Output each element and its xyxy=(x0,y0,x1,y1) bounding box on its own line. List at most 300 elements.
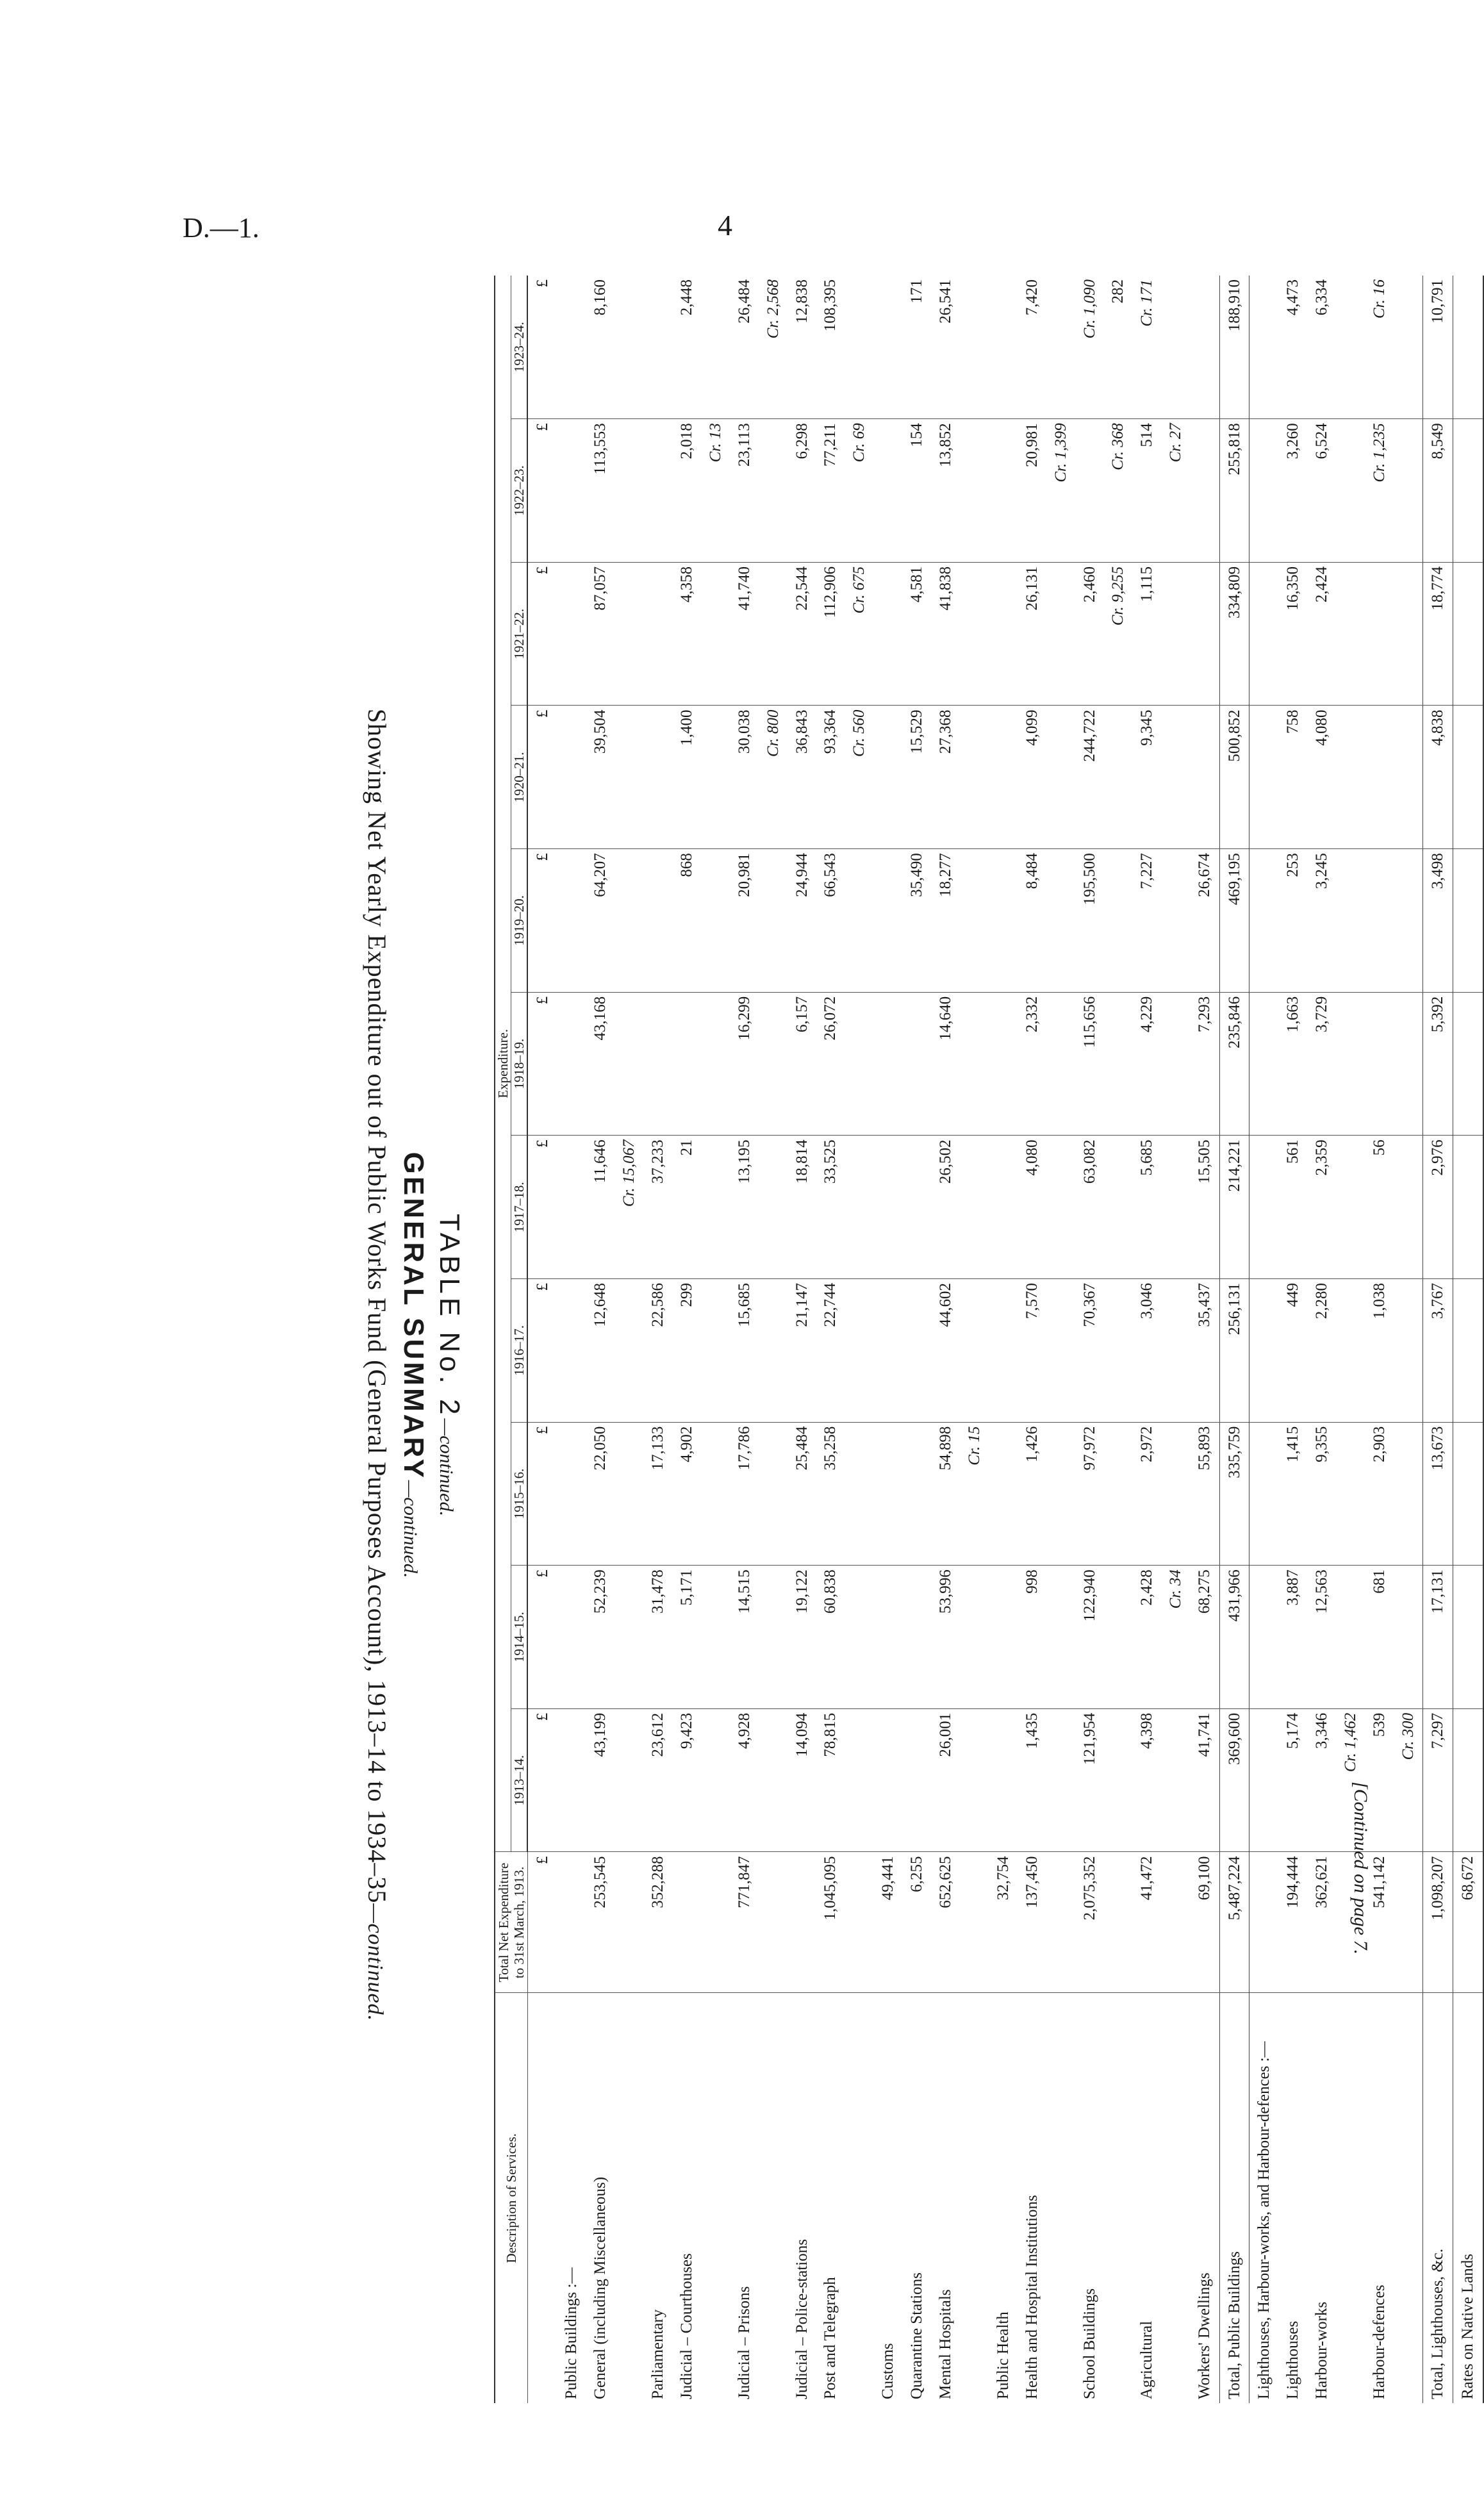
table-cell xyxy=(1104,1279,1133,1423)
row-label xyxy=(1104,1993,1133,2403)
table-cell: Cr. 675 xyxy=(845,562,874,706)
table-cell xyxy=(874,1566,903,1709)
table-cell: 352,288 xyxy=(644,1852,673,1993)
table-cell: 31,478 xyxy=(644,1566,673,1709)
table-cell: 758 xyxy=(1279,706,1308,849)
table-cell: 14,515 xyxy=(730,1566,759,1709)
table-cell xyxy=(1104,706,1133,849)
table-row xyxy=(989,276,1018,2403)
table-cell xyxy=(557,562,586,706)
table-cell xyxy=(557,1422,586,1566)
table-cell xyxy=(1394,1279,1423,1423)
table-cell: 6,524 xyxy=(1308,419,1337,563)
table-cell: 13,673 xyxy=(1423,1422,1453,1566)
table-cell: 4,473 xyxy=(1279,276,1308,419)
table-cell xyxy=(903,1422,932,1566)
table-row xyxy=(1046,276,1075,2403)
table-cell: 2,332 xyxy=(1018,992,1046,1136)
table-cell xyxy=(701,849,730,993)
table-cell: Cr. 34 xyxy=(1162,1566,1191,1709)
row-label: Judicial – Police-stations xyxy=(793,2239,811,2399)
table-row xyxy=(644,276,673,2403)
currency-symbol: £ xyxy=(527,849,557,993)
table-cell: 55,893 xyxy=(1191,1422,1220,1566)
table-cell xyxy=(1453,1708,1484,1852)
table-cell: 2,448 xyxy=(672,276,701,419)
table-cell: 36,843 xyxy=(787,706,816,849)
table-cell: 2,018 xyxy=(672,419,701,563)
row-label xyxy=(615,1993,644,2403)
table-cell: 30,038 xyxy=(730,706,759,849)
table-cell: 60,838 xyxy=(816,1566,845,1709)
table-cell: Cr. 16 xyxy=(1365,276,1394,419)
table-cell xyxy=(701,1708,730,1852)
row-label: Harbour-works xyxy=(1313,2301,1331,2399)
table-cell xyxy=(615,849,644,993)
table-cell: 2,976 xyxy=(1423,1136,1453,1279)
table-cell xyxy=(644,706,673,849)
year-header: 1920–21. xyxy=(511,706,528,849)
row-label: Agricultural xyxy=(1138,2320,1156,2399)
table-cell: 9,345 xyxy=(1133,706,1162,849)
table-cell: 11,646 xyxy=(586,1136,615,1279)
table-cell xyxy=(845,1708,874,1852)
table-cell xyxy=(1336,419,1365,563)
table-cell xyxy=(644,992,673,1136)
table-cell xyxy=(1162,1708,1191,1852)
table-cell: 35,490 xyxy=(903,849,932,993)
table-cell: 253,545 xyxy=(586,1852,615,1993)
table-row xyxy=(1453,276,1484,2403)
table-cell: Cr. 13 xyxy=(701,419,730,563)
table-cell xyxy=(1394,276,1423,419)
table-cell xyxy=(1046,1708,1075,1852)
table-row xyxy=(701,276,730,2403)
table-cell xyxy=(903,1708,932,1852)
row-label: Judicial – Prisons xyxy=(735,2286,753,2399)
currency-symbol: £ xyxy=(527,419,557,563)
table-cell xyxy=(845,1852,874,1993)
table-cell xyxy=(701,276,730,419)
year-header: 1915–16. xyxy=(511,1422,528,1566)
table-cell: 299 xyxy=(672,1279,701,1423)
table-cell xyxy=(1336,1566,1365,1709)
row-label: Workers' Dwellings xyxy=(1196,2272,1214,2399)
table-cell: 16,299 xyxy=(730,992,759,1136)
table-cell: 2,280 xyxy=(1308,1279,1337,1423)
total-row xyxy=(1219,276,1249,2403)
table-cell: 78,815 xyxy=(816,1708,845,1852)
table-cell xyxy=(759,849,787,993)
table-cell: 17,133 xyxy=(644,1422,673,1566)
table-cell: 41,472 xyxy=(1133,1852,1162,1993)
table-cell: 194,444 xyxy=(1279,1852,1308,1993)
table-cell: 97,972 xyxy=(1075,1422,1104,1566)
table-cell xyxy=(1453,849,1484,993)
year-header: 1914–15. xyxy=(511,1566,528,1709)
table-row xyxy=(1279,276,1308,2403)
table-cell xyxy=(615,419,644,563)
table-cell: 681 xyxy=(1365,1566,1394,1709)
table-row xyxy=(1162,276,1191,2403)
table-cell xyxy=(759,1566,787,1709)
table-cell xyxy=(759,1136,787,1279)
year-header: 1917–18. xyxy=(511,1136,528,1279)
table-cell xyxy=(845,1279,874,1423)
table-cell xyxy=(557,276,586,419)
table-cell xyxy=(960,419,989,563)
table-cell xyxy=(1104,1422,1133,1566)
table-cell xyxy=(1336,992,1365,1136)
table-cell: Cr. 9,255 xyxy=(1104,562,1133,706)
table-cell: 43,199 xyxy=(586,1708,615,1852)
table-cell: 69,100 xyxy=(1191,1852,1220,1993)
table-cell xyxy=(1162,706,1191,849)
table-cell xyxy=(1191,562,1220,706)
table-cell: 22,050 xyxy=(586,1422,615,1566)
table-cell xyxy=(787,1852,816,1993)
table-cell xyxy=(1453,1136,1484,1279)
table-cell: 122,940 xyxy=(1075,1566,1104,1709)
table-cell: 539 xyxy=(1365,1708,1394,1852)
table-cell: 5,171 xyxy=(672,1566,701,1709)
table-cell xyxy=(615,1422,644,1566)
table-cell xyxy=(1394,1566,1423,1709)
table-cell xyxy=(1191,419,1220,563)
table-row xyxy=(1191,276,1220,2403)
table-cell xyxy=(1046,1566,1075,1709)
table-cell xyxy=(1046,276,1075,419)
table-cell: 4,080 xyxy=(1018,1136,1046,1279)
table-cell xyxy=(644,562,673,706)
table-cell: 15,505 xyxy=(1191,1136,1220,1279)
year-header: 1919–20. xyxy=(511,849,528,993)
table-row xyxy=(1249,276,1279,2403)
table-cell xyxy=(1453,1279,1484,1423)
table-cell xyxy=(1249,706,1279,849)
table-subtitle: Showing Net Yearly Expenditure out of Public Works Fund (General Purposes Account), 1913–14 to 1934–35—continued. xyxy=(363,708,392,2022)
table-cell xyxy=(903,992,932,1136)
table-cell xyxy=(1249,276,1279,419)
table-cell xyxy=(1249,419,1279,563)
table-row xyxy=(903,276,932,2403)
rotated-table-area xyxy=(267,276,1484,2454)
page-header xyxy=(0,0,1484,269)
table-cell xyxy=(960,849,989,993)
table-cell xyxy=(1249,849,1279,993)
table-cell xyxy=(557,706,586,849)
table-cell xyxy=(557,849,586,993)
table-cell xyxy=(1075,419,1104,563)
summary-heading: GENERAL SUMMARY—continued. xyxy=(398,1152,429,1578)
table-cell xyxy=(1162,276,1191,419)
table-cell: 5,174 xyxy=(1279,1708,1308,1852)
table-cell xyxy=(1394,562,1423,706)
table-cell xyxy=(1162,1422,1191,1566)
table-cell: 335,759 xyxy=(1219,1422,1249,1566)
table-cell: 2,460 xyxy=(1075,562,1104,706)
row-label xyxy=(1046,1993,1075,2403)
table-cell: 7,420 xyxy=(1018,276,1046,419)
table-cell: 3,245 xyxy=(1308,849,1337,993)
table-cell: 2,075,352 xyxy=(1075,1852,1104,1993)
table-cell xyxy=(644,419,673,563)
table-cell: 26,001 xyxy=(932,1708,960,1852)
table-cell: 14,640 xyxy=(932,992,960,1136)
table-cell: 37,233 xyxy=(644,1136,673,1279)
year-header: 1923–24. xyxy=(511,276,528,419)
table-cell: 56 xyxy=(1365,1136,1394,1279)
table-cell: 5,487,224 xyxy=(1219,1852,1249,1993)
table-cell: 3,887 xyxy=(1279,1566,1308,1709)
table-cell: 2,428 xyxy=(1133,1566,1162,1709)
table-cell xyxy=(1046,1852,1075,1993)
page-number: 4 xyxy=(718,209,732,242)
table-cell xyxy=(557,419,586,563)
table-cell xyxy=(615,562,644,706)
table-cell xyxy=(1249,1422,1279,1566)
table-cell: 64,207 xyxy=(586,849,615,993)
table-cell: 4,099 xyxy=(1018,706,1046,849)
table-cell xyxy=(960,992,989,1136)
table-cell: 868 xyxy=(672,849,701,993)
table-cell xyxy=(1191,276,1220,419)
table-cell: 24,944 xyxy=(787,849,816,993)
table-cell xyxy=(759,992,787,1136)
table-cell: 33,525 xyxy=(816,1136,845,1279)
table-cell xyxy=(1336,1279,1365,1423)
currency-symbol: £ xyxy=(527,1852,557,1993)
currency-row xyxy=(527,276,557,2403)
total-row xyxy=(1423,276,1453,2403)
table-cell xyxy=(989,419,1018,563)
table-cell xyxy=(989,276,1018,419)
table-cell xyxy=(1336,276,1365,419)
table-row xyxy=(586,276,615,2403)
table-cell xyxy=(1046,992,1075,1136)
table-cell xyxy=(1336,849,1365,993)
table-cell: Cr. 1,235 xyxy=(1365,419,1394,563)
row-label xyxy=(960,1993,989,2403)
row-label: Lighthouses xyxy=(1284,2320,1302,2399)
table-cell xyxy=(615,992,644,1136)
table-cell: Cr. 15 xyxy=(960,1422,989,1566)
table-cell xyxy=(1249,1852,1279,1993)
table-cell: 1,115 xyxy=(1133,562,1162,706)
table-cell: 369,600 xyxy=(1219,1708,1249,1852)
row-label: Judicial – Courthouses xyxy=(677,2253,695,2399)
row-label: General (including Miscellaneous) xyxy=(591,2176,609,2399)
table-row xyxy=(787,276,816,2403)
table-cell: 652,625 xyxy=(932,1852,960,1993)
table-cell xyxy=(1104,992,1133,1136)
table-cell: 18,774 xyxy=(1423,562,1453,706)
row-label xyxy=(1394,1993,1423,2403)
table-cell: 6,298 xyxy=(787,419,816,563)
table-cell xyxy=(557,1852,586,1993)
table-cell xyxy=(989,1136,1018,1279)
table-cell: 8,484 xyxy=(1018,849,1046,993)
currency-symbol: £ xyxy=(527,1136,557,1279)
table-cell: 4,358 xyxy=(672,562,701,706)
table-cell xyxy=(1249,1708,1279,1852)
table-cell: 771,847 xyxy=(730,1852,759,1993)
table-cell: 12,838 xyxy=(787,276,816,419)
table-cell: 21 xyxy=(672,1136,701,1279)
table-cell xyxy=(874,1708,903,1852)
table-cell xyxy=(557,1279,586,1423)
table-cell: 5,392 xyxy=(1423,992,1453,1136)
continued-note: [Continued on page 7. xyxy=(1350,1782,1371,1955)
table-cell: 14,094 xyxy=(787,1708,816,1852)
row-label: Customs xyxy=(879,2343,897,2399)
table-cell xyxy=(1453,276,1484,419)
table-cell xyxy=(874,849,903,993)
row-label: Parliamentary xyxy=(648,2309,666,2399)
table-cell: 137,450 xyxy=(1018,1852,1046,1993)
table-cell xyxy=(1046,1422,1075,1566)
table-cell: 43,168 xyxy=(586,992,615,1136)
currency-symbol: £ xyxy=(527,1566,557,1709)
year-header: 1922–23. xyxy=(511,419,528,563)
table-cell: 18,277 xyxy=(932,849,960,993)
expenditure-header: Expenditure. xyxy=(495,276,511,1852)
table-cell: 22,544 xyxy=(787,562,816,706)
table-cell xyxy=(1336,1422,1365,1566)
table-cell xyxy=(615,1852,644,1993)
table-cell: 13,195 xyxy=(730,1136,759,1279)
table-body xyxy=(527,276,1483,2403)
table-cell xyxy=(874,562,903,706)
table-cell: 35,258 xyxy=(816,1422,845,1566)
table-cell xyxy=(759,1708,787,1852)
table-cell: 115,656 xyxy=(1075,992,1104,1136)
table-cell: 1,415 xyxy=(1279,1422,1308,1566)
table-row xyxy=(1075,276,1104,2403)
table-cell: 541,142 xyxy=(1365,1852,1394,1993)
table-row xyxy=(1308,276,1337,2403)
table-cell: 4,838 xyxy=(1423,706,1453,849)
table-cell xyxy=(701,1136,730,1279)
table-cell xyxy=(989,706,1018,849)
table-row xyxy=(730,276,759,2403)
table-cell: 18,814 xyxy=(787,1136,816,1279)
row-label xyxy=(845,1993,874,2403)
table-cell xyxy=(1162,1136,1191,1279)
table-cell xyxy=(701,1566,730,1709)
table-cell xyxy=(1162,849,1191,993)
table-cell xyxy=(960,706,989,849)
table-row xyxy=(1018,276,1046,2403)
table-cell xyxy=(615,1708,644,1852)
table-cell xyxy=(1453,706,1484,849)
table-cell: 27,368 xyxy=(932,706,960,849)
table-cell xyxy=(759,1422,787,1566)
table-cell xyxy=(672,992,701,1136)
table-cell: 52,239 xyxy=(586,1566,615,1709)
table-cell: Cr. 1,090 xyxy=(1075,276,1104,419)
table-cell: 20,981 xyxy=(1018,419,1046,563)
table-cell xyxy=(701,1279,730,1423)
table-cell: 112,906 xyxy=(816,562,845,706)
table-cell xyxy=(644,276,673,419)
table-cell: 77,211 xyxy=(816,419,845,563)
table-cell: Cr. 1,462 xyxy=(1336,1708,1365,1852)
table-cell: Cr. 2,568 xyxy=(759,276,787,419)
table-cell xyxy=(989,1279,1018,1423)
table-cell xyxy=(701,992,730,1136)
table-cell: 26,072 xyxy=(816,992,845,1136)
currency-symbol: £ xyxy=(527,276,557,419)
table-cell: 431,966 xyxy=(1219,1566,1249,1709)
table-cell: 2,903 xyxy=(1365,1422,1394,1566)
table-cell: 68,672 xyxy=(1453,1852,1484,1993)
table-cell: 121,954 xyxy=(1075,1708,1104,1852)
table-cell: 6,157 xyxy=(787,992,816,1136)
row-label: Mental Hospitals xyxy=(937,2289,955,2399)
table-cell xyxy=(701,1852,730,1993)
table-cell xyxy=(1104,1136,1133,1279)
currency-symbol: £ xyxy=(527,1708,557,1852)
table-cell xyxy=(759,419,787,563)
table-cell xyxy=(874,276,903,419)
table-cell: 334,809 xyxy=(1219,562,1249,706)
table-cell: 23,113 xyxy=(730,419,759,563)
table-cell: 449 xyxy=(1279,1279,1308,1423)
table-cell: 8,549 xyxy=(1423,419,1453,563)
description-header: Description of Services. xyxy=(495,1993,527,2403)
table-cell xyxy=(615,1566,644,1709)
table-cell: 3,260 xyxy=(1279,419,1308,563)
table-cell xyxy=(874,419,903,563)
table-row xyxy=(874,276,903,2403)
table-cell: 66,543 xyxy=(816,849,845,993)
table-cell xyxy=(874,706,903,849)
table-cell xyxy=(1249,992,1279,1136)
table-cell: 9,355 xyxy=(1308,1422,1337,1566)
table-cell: 41,740 xyxy=(730,562,759,706)
row-label: Public Health xyxy=(994,2311,1012,2399)
table-cell: 39,504 xyxy=(586,706,615,849)
table-cell: 15,685 xyxy=(730,1279,759,1423)
table-cell xyxy=(903,1566,932,1709)
table-cell xyxy=(1104,1566,1133,1709)
table-cell: 26,541 xyxy=(932,276,960,419)
table-cell xyxy=(989,1422,1018,1566)
table-cell xyxy=(1046,1136,1075,1279)
table-cell: 514 xyxy=(1133,419,1162,563)
table-cell: 214,221 xyxy=(1219,1136,1249,1279)
table-cell: 26,674 xyxy=(1191,849,1220,993)
table-cell xyxy=(1394,1136,1423,1279)
table-cell xyxy=(1453,1566,1484,1709)
table-cell xyxy=(615,706,644,849)
table-cell: 2,972 xyxy=(1133,1422,1162,1566)
table-row xyxy=(845,276,874,2403)
table-cell xyxy=(1453,419,1484,563)
row-label: Quarantine Stations xyxy=(908,2272,926,2399)
table-cell: 7,293 xyxy=(1191,992,1220,1136)
table-cell xyxy=(874,1136,903,1279)
table-cell xyxy=(1104,849,1133,993)
table-row xyxy=(932,276,960,2403)
table-cell xyxy=(701,562,730,706)
table-cell xyxy=(1336,706,1365,849)
table-cell xyxy=(1394,1422,1423,1566)
table-cell xyxy=(960,1852,989,1993)
table-cell: 63,082 xyxy=(1075,1136,1104,1279)
table-cell: Cr. 27 xyxy=(1162,419,1191,563)
